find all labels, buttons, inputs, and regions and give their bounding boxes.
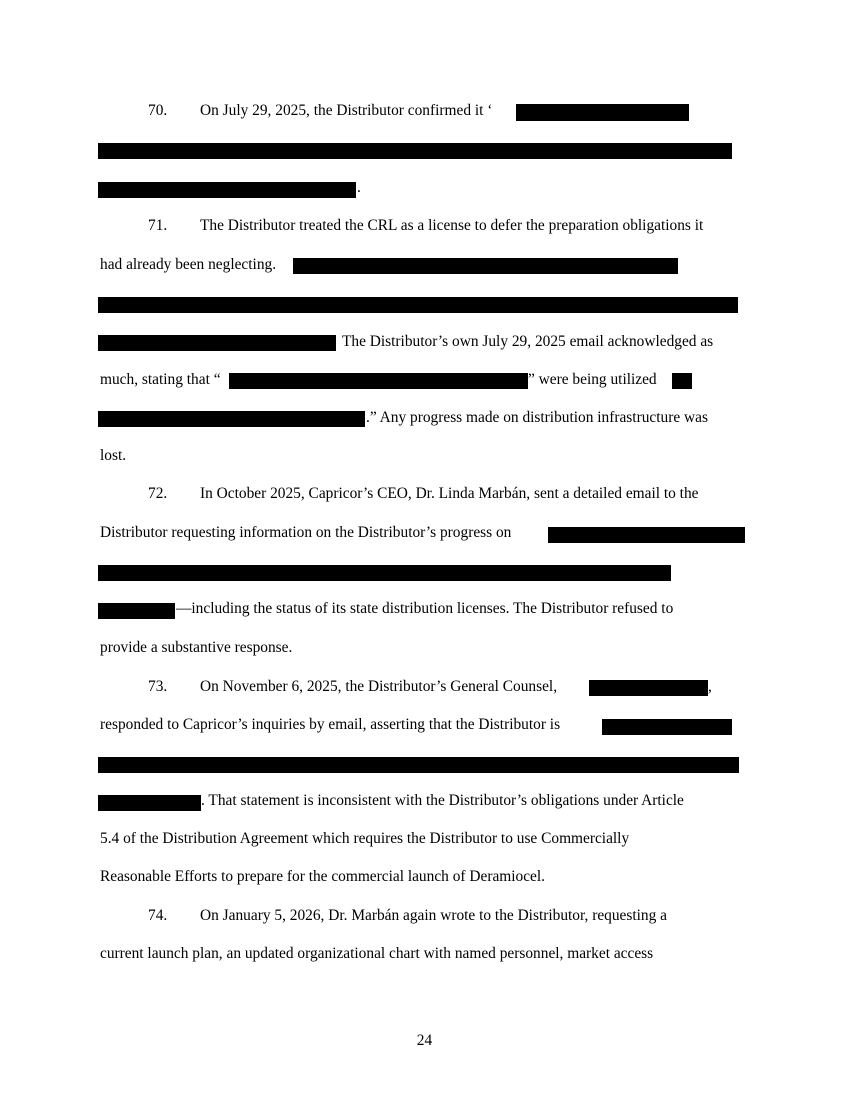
redaction-box <box>293 258 678 274</box>
paragraph-number-72: 72. <box>148 485 168 502</box>
redaction-box <box>589 680 708 696</box>
redaction-box <box>98 565 671 581</box>
redaction-box <box>672 373 692 389</box>
paragraph-72-line-2: Distributor requesting information on the Distributor’s progress on <box>100 524 512 541</box>
paragraph-74-line-1: On January 5, 2026, Dr. Marbán again wrote to the Distributor, requesting a <box>200 907 667 924</box>
redaction-box <box>98 795 201 811</box>
paragraph-number-73: 73. <box>148 678 168 695</box>
redaction-box <box>98 182 356 198</box>
paragraph-73-line-4: . That statement is inconsistent with the Distributor’s obligations under Article <box>201 792 684 809</box>
paragraph-70-line-3-end: . <box>357 179 361 196</box>
paragraph-71-line-1: The Distributor treated the CRL as a license to defer the preparation obligations it <box>200 217 704 234</box>
paragraph-number-71: 71. <box>148 217 168 234</box>
paragraph-73-line-2: responded to Capricor’s inquiries by email, asserting that the Distributor is <box>100 716 561 733</box>
page-number: 24 <box>416 1032 433 1049</box>
paragraph-number-74: 74. <box>148 907 168 924</box>
paragraph-73-line-1: On November 6, 2025, the Distributor’s General Counsel, <box>200 678 558 695</box>
paragraph-72-line-5: provide a substantive response. <box>100 639 293 656</box>
paragraph-71-line-6: .” Any progress made on distribution infrastructure was <box>366 409 708 426</box>
paragraph-73-line-5: 5.4 of the Distribution Agreement which requires the Distributor to use Commercially <box>100 830 630 847</box>
redaction-box <box>98 411 365 427</box>
paragraph-74-line-2: current launch plan, an updated organizational chart with named personnel, market access <box>100 945 654 962</box>
paragraph-71-line-2: had already been neglecting. <box>100 256 277 273</box>
paragraph-72-line-1: In October 2025, Capricor’s CEO, Dr. Linda Marbán, sent a detailed email to the <box>200 485 699 502</box>
redaction-box <box>98 757 739 773</box>
redaction-box <box>98 143 732 159</box>
paragraph-71-line-5b: ” were being utilized <box>528 371 657 388</box>
paragraph-72-line-4: —including the status of its state distribution licenses. The Distributor refused to <box>176 600 674 617</box>
paragraph-71-line-7: lost. <box>100 447 127 464</box>
paragraph-number-70: 70. <box>148 102 168 119</box>
paragraph-71-line-5a: much, stating that “ <box>100 371 221 388</box>
redaction-box <box>98 335 336 351</box>
paragraph-73-line-1-end: , <box>708 678 712 695</box>
paragraph-73-line-6: Reasonable Efforts to prepare for the commercial launch of Deramiocel. <box>100 868 545 885</box>
redaction-box <box>602 719 732 735</box>
redaction-box <box>548 527 745 543</box>
paragraph-71-line-4: The Distributor’s own July 29, 2025 email acknowledged as <box>342 333 714 350</box>
paragraph-70-line-1: On July 29, 2025, the Distributor confirmed it ‘ <box>200 102 493 119</box>
redaction-box <box>516 104 689 121</box>
redaction-box <box>98 297 738 313</box>
redaction-box <box>229 373 528 389</box>
redaction-box <box>98 603 175 619</box>
